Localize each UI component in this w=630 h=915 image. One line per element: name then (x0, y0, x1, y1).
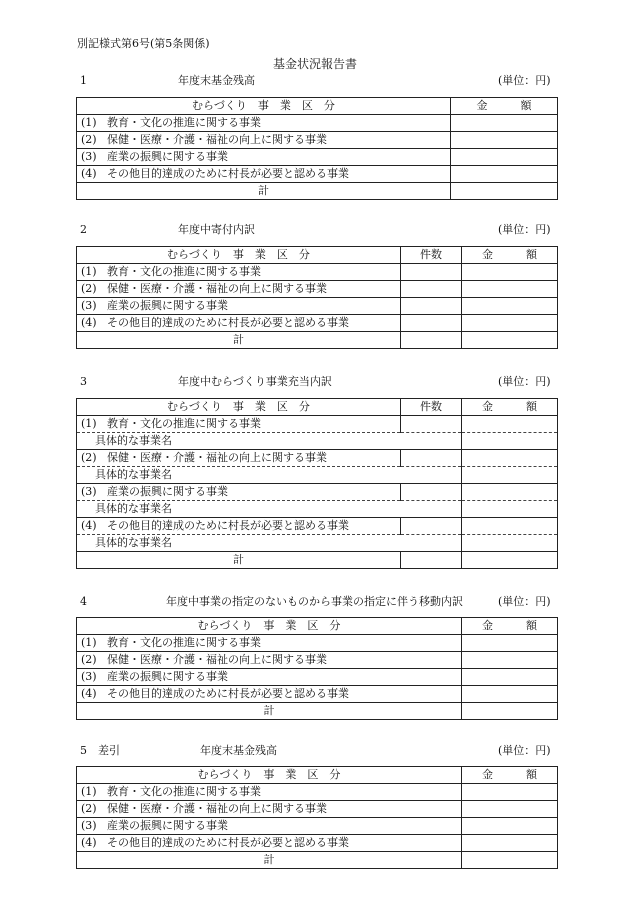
amount-cell[interactable] (451, 166, 558, 183)
row-number: (4) (81, 836, 97, 849)
row-number: (1) (81, 636, 97, 649)
row-label: その他目的達成のために村長が必要と認める事業 (107, 836, 349, 849)
row-label: 産業の振興に関する事業 (107, 485, 228, 498)
amount-cell[interactable] (462, 818, 558, 835)
row-number: (2) (81, 802, 97, 815)
row-label: その他目的達成のために村長が必要と認める事業 (107, 687, 349, 700)
count-cell[interactable] (401, 298, 462, 315)
row-number: (3) (81, 150, 97, 163)
amount-cell[interactable] (462, 315, 558, 332)
total-count-cell[interactable] (401, 332, 462, 349)
count-cell[interactable] (401, 315, 462, 332)
row-label: その他目的達成のために村長が必要と認める事業 (107, 316, 349, 329)
section-1-table (76, 97, 558, 200)
row-number: (3) (81, 670, 97, 683)
row-label: 教育・文化の推進に関する事業 (107, 785, 261, 798)
amount-cell[interactable] (462, 835, 558, 852)
row-number: (2) (81, 282, 97, 295)
section-4-number: 4 (80, 595, 87, 608)
amount-cell[interactable] (462, 484, 558, 501)
detail-label: 具体的な事業名 (77, 535, 462, 552)
amount-cell[interactable] (462, 416, 558, 433)
table-header-row (77, 98, 558, 115)
total-label: 計 (77, 703, 462, 720)
amount-cell[interactable] (462, 784, 558, 801)
section-3-number: 3 (80, 375, 87, 388)
count-cell[interactable] (401, 264, 462, 281)
section-1-unit: (単位：円) (498, 74, 551, 87)
row-label: その他目的達成のために村長が必要と認める事業 (107, 167, 349, 180)
table-row (77, 801, 558, 818)
detail-row (77, 467, 558, 484)
row-label: 産業の振興に関する事業 (107, 819, 228, 832)
row-label: 教育・文化の推進に関する事業 (107, 265, 261, 278)
section-5-number: 5 差引 (80, 744, 120, 757)
total-row (77, 183, 558, 200)
row-label: 保健・医療・介護・福祉の向上に関する事業 (107, 451, 327, 464)
amount-cell[interactable] (451, 132, 558, 149)
row-label: 産業の振興に関する事業 (107, 670, 228, 683)
amount-cell[interactable] (451, 115, 558, 132)
table-row (77, 115, 558, 132)
header-kingaku: 金 額 (462, 618, 558, 635)
header-kensu: 件数 (401, 399, 462, 416)
table-row (77, 149, 558, 166)
total-row (77, 552, 558, 569)
header-kingaku: 金 額 (462, 247, 558, 264)
row-number: (4) (81, 316, 97, 329)
table-row (77, 298, 558, 315)
section-2-table (76, 246, 558, 349)
table-row (77, 132, 558, 149)
header-kubun: むらづくり 事 業 区 分 (77, 98, 451, 115)
detail-amount-cell[interactable] (462, 467, 558, 484)
header-kensu: 件数 (401, 247, 462, 264)
table-row (77, 281, 558, 298)
detail-label: 具体的な事業名 (77, 433, 462, 450)
row-label: 教育・文化の推進に関する事業 (107, 636, 261, 649)
count-cell[interactable] (401, 281, 462, 298)
table-row (77, 669, 558, 686)
total-count-cell[interactable] (401, 552, 462, 569)
detail-amount-cell[interactable] (462, 501, 558, 518)
total-amount-cell[interactable] (462, 703, 558, 720)
table-header-row (77, 247, 558, 264)
row-label: 教育・文化の推進に関する事業 (107, 417, 261, 430)
row-label: 保健・医療・介護・福祉の向上に関する事業 (107, 133, 327, 146)
table-row (77, 818, 558, 835)
total-row (77, 852, 558, 869)
section-3-table (76, 398, 558, 569)
table-row (77, 518, 558, 535)
table-row (77, 652, 558, 669)
header-kingaku: 金 額 (462, 767, 558, 784)
detail-amount-cell[interactable] (462, 433, 558, 450)
total-amount-cell[interactable] (462, 552, 558, 569)
row-number: (3) (81, 299, 97, 312)
amount-cell[interactable] (462, 264, 558, 281)
row-number: (1) (81, 785, 97, 798)
total-label: 計 (77, 852, 462, 869)
row-label: 保健・医療・介護・福祉の向上に関する事業 (107, 282, 327, 295)
total-amount-cell[interactable] (451, 183, 558, 200)
section-4-title: 年度中事業の指定のないものから事業の指定に伴う移動内訳 (166, 595, 463, 608)
row-number: (4) (81, 687, 97, 700)
table-row (77, 166, 558, 183)
row-label: 産業の振興に関する事業 (107, 150, 228, 163)
row-number: (2) (81, 133, 97, 146)
row-label: 産業の振興に関する事業 (107, 299, 228, 312)
header-kubun: むらづくり 事 業 区 分 (77, 767, 462, 784)
amount-cell[interactable] (462, 686, 558, 703)
total-amount-cell[interactable] (462, 332, 558, 349)
row-number: (3) (81, 819, 97, 832)
count-cell[interactable] (401, 484, 462, 501)
section-5-unit: (単位：円) (498, 744, 551, 757)
section-5-table (76, 766, 558, 869)
row-number: (1) (81, 116, 97, 129)
row-label: 保健・医療・介護・福祉の向上に関する事業 (107, 802, 327, 815)
detail-row (77, 433, 558, 450)
row-label: その他目的達成のために村長が必要と認める事業 (107, 519, 349, 532)
header-kingaku: 金 額 (451, 98, 558, 115)
table-row (77, 686, 558, 703)
section-5-title: 年度末基金残高 (200, 744, 277, 757)
amount-cell[interactable] (462, 801, 558, 818)
table-header-row (77, 618, 558, 635)
count-cell[interactable] (401, 416, 462, 433)
row-number: (2) (81, 653, 97, 666)
table-row (77, 264, 558, 281)
table-row (77, 784, 558, 801)
row-label: 教育・文化の推進に関する事業 (107, 116, 261, 129)
section-4-table (76, 617, 558, 720)
table-row (77, 315, 558, 332)
total-amount-cell[interactable] (462, 852, 558, 869)
section-3-title: 年度中むらづくり事業充当内訳 (178, 375, 332, 388)
header-kubun: むらづくり 事 業 区 分 (77, 618, 462, 635)
total-label: 計 (77, 552, 401, 569)
table-header-row (77, 399, 558, 416)
header-kubun: むらづくり 事 業 区 分 (77, 247, 401, 264)
amount-cell[interactable] (462, 635, 558, 652)
count-cell[interactable] (401, 518, 462, 535)
detail-label: 具体的な事業名 (77, 467, 462, 484)
amount-cell[interactable] (462, 652, 558, 669)
table-row (77, 416, 558, 433)
amount-cell[interactable] (462, 669, 558, 686)
table-row (77, 484, 558, 501)
section-1-number: 1 (80, 74, 87, 87)
detail-amount-cell[interactable] (462, 535, 558, 552)
amount-cell[interactable] (462, 518, 558, 535)
section-3-unit: (単位：円) (498, 375, 551, 388)
amount-cell[interactable] (462, 298, 558, 315)
section-4-unit: (単位：円) (498, 595, 551, 608)
form-id: 別記様式第6号(第5条関係) (77, 37, 210, 50)
section-2-title: 年度中寄付内訳 (178, 223, 255, 236)
header-kingaku: 金 額 (462, 399, 558, 416)
row-number: (3) (81, 485, 97, 498)
count-cell[interactable] (401, 450, 462, 467)
row-number: (4) (81, 167, 97, 180)
total-row (77, 332, 558, 349)
section-1-title: 年度末基金残高 (178, 74, 255, 87)
detail-label: 具体的な事業名 (77, 501, 462, 518)
total-label: 計 (77, 183, 451, 200)
row-label: 保健・医療・介護・福祉の向上に関する事業 (107, 653, 327, 666)
row-number: (2) (81, 451, 97, 464)
header-kubun: むらづくり 事 業 区 分 (77, 399, 401, 416)
row-number: (1) (81, 417, 97, 430)
table-row (77, 835, 558, 852)
section-2-unit: (単位：円) (498, 223, 551, 236)
amount-cell[interactable] (462, 281, 558, 298)
document-title: 基金状況報告書 (273, 57, 358, 71)
row-number: (4) (81, 519, 97, 532)
table-row (77, 635, 558, 652)
amount-cell[interactable] (462, 450, 558, 467)
table-header-row (77, 767, 558, 784)
detail-row (77, 501, 558, 518)
row-number: (1) (81, 265, 97, 278)
total-row (77, 703, 558, 720)
amount-cell[interactable] (451, 149, 558, 166)
total-label: 計 (77, 332, 401, 349)
detail-row (77, 535, 558, 552)
table-row (77, 450, 558, 467)
section-2-number: 2 (80, 223, 87, 236)
